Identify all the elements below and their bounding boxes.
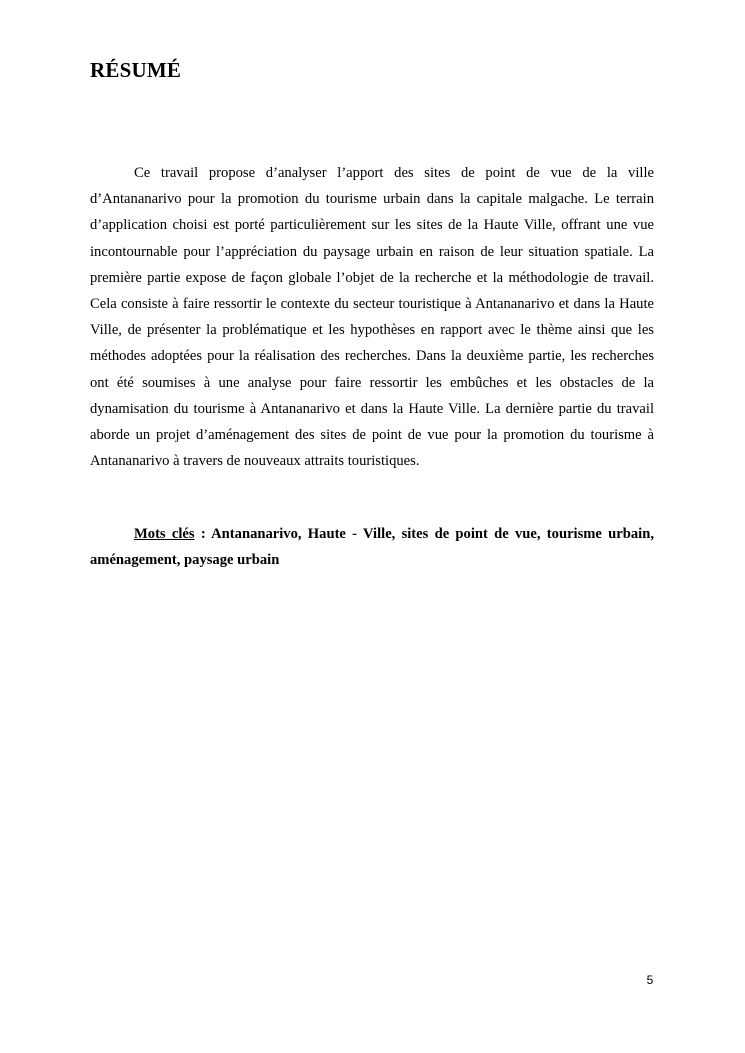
- page-number: 5: [646, 973, 654, 987]
- keywords-list: Antananarivo, Haute - Ville, sites de point de vue, tourisme urbain, aménagement, paysage urbain: [90, 526, 654, 569]
- page-title: RÉSUMÉ: [90, 58, 182, 82]
- keywords-paragraph: [90, 521, 654, 573]
- keywords-label: Mots clés: [134, 526, 195, 542]
- abstract-paragraph: Ce travail propose d’analyser l’apport des sites de point de vue de la ville d’Antananarivo pour la promotion du tourisme urbain dans la capitale malgache. Le terrain d’application choisi est porté particulièrement sur les sites de la Haute Ville, offrant une vue incontournable pour l’appréciation du paysage urbain en raison de leur situation spatiale. La première partie expose de façon globale l’objet de la recherche et la méthodologie de travail. Cela consiste à faire ressortir le contexte du secteur touristique à Antananarivo et dans la Haute Ville, de présenter la problématique et les hypothèses en rapport avec le thème ainsi que les méthodes adoptées pour la réalisation des recherches. Dans la deuxième partie, les recherches ont été soumises à une analyse pour faire ressortir les embûches et les obstacles de la dynamisation du tourisme à Antananarivo et dans la Haute Ville. La dernière partie du travail aborde un projet d’aménagement des sites de point de vue pour la promotion du tourisme à Antananarivo à travers de nouveaux attraits touristiques.: [90, 165, 654, 470]
- keywords-separator: :: [194, 526, 212, 542]
